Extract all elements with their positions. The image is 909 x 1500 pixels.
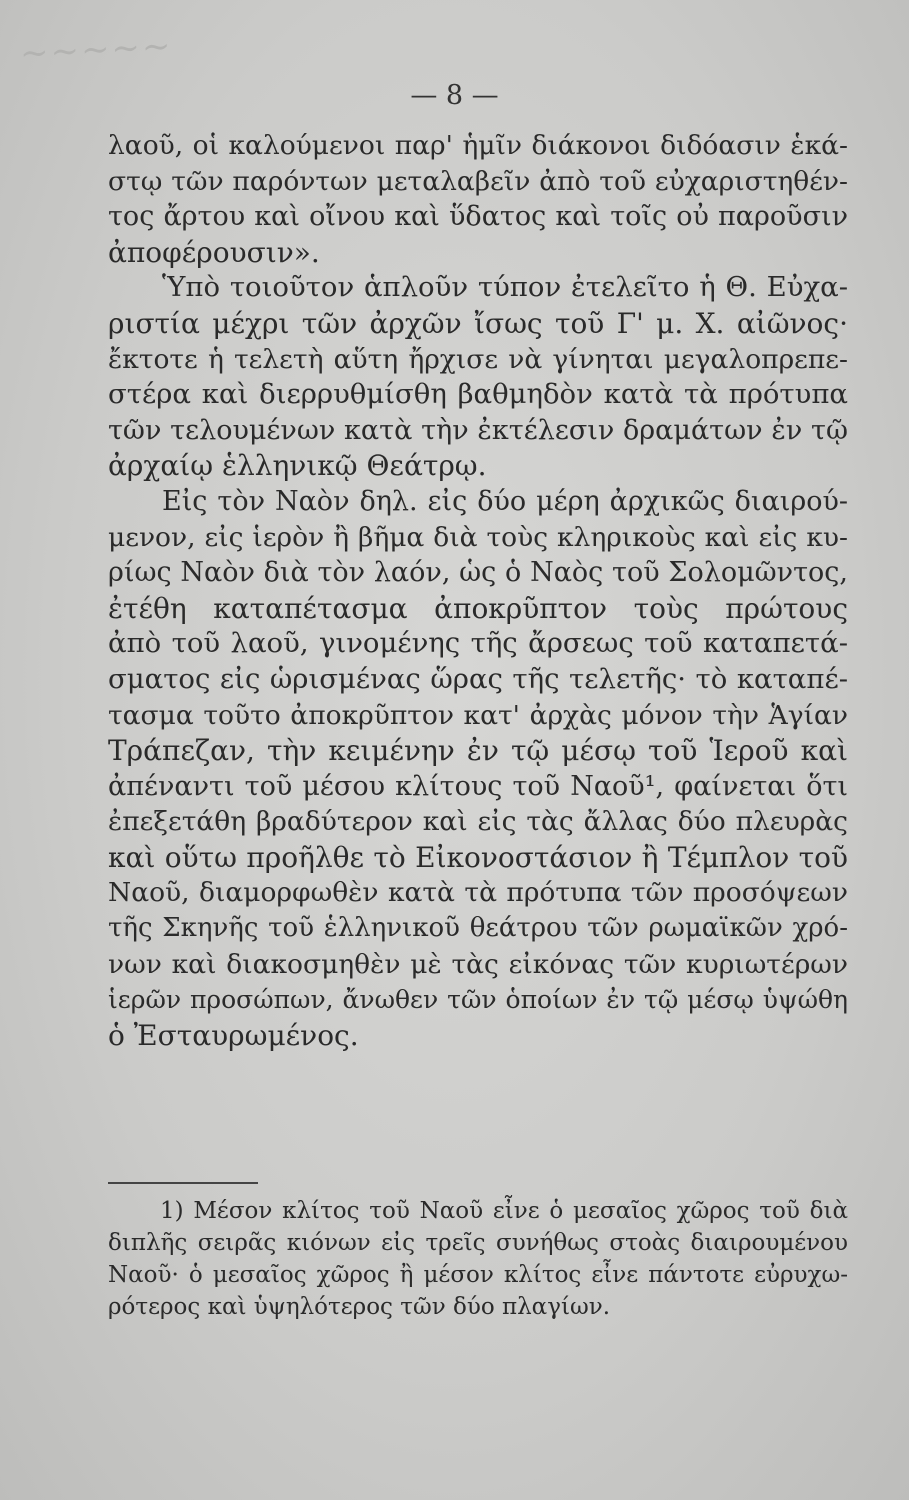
text-line: Εἰς τὸν Ναὸν δηλ. εἰς δύο μέρη ἀρχικῶς διαιρού- xyxy=(162,485,848,517)
text-line: τασμα τοῦτο ἀποκρῦπτον κατ' ἀρχὰς μόνον τὴν Ἁγίαν xyxy=(108,699,848,731)
text-line: Ναοῦ, διαμορφωθὲν κατὰ τὰ πρότυπα τῶν προσόψεων xyxy=(108,877,848,909)
text-line: λαοῦ, οἱ καλούμενοι παρ' ἡμῖν διάκονοι διδόασιν ἑκά- xyxy=(108,130,848,161)
text-line: στῳ τῶν παρόντων μεταλαβεῖν ἀπὸ τοῦ εὐχαριστηθέν- xyxy=(108,165,848,197)
text-line: τῶν τελουμένων κατὰ τὴν ἐκτέλεσιν δραμάτων ἐν τῷ xyxy=(108,414,848,446)
text-line: ἐτέθη καταπέτασμα ἀποκρῦπτον τοὺς πρώτους xyxy=(108,591,848,625)
text-line: νων καὶ διακοσμηθὲν μὲ τὰς εἰκόνας τῶν κυριωτέρων xyxy=(108,948,848,980)
footnotes xyxy=(108,1195,848,1323)
footnote-line: 1) Μέσον κλίτος τοῦ Ναοῦ εἶνε ὁ μεσαῖος χῶρος τοῦ διὰ xyxy=(160,1198,848,1224)
text-line: ἐπεξετάθη βραδύτερον καὶ εἰς τὰς ἄλλας δύο πλευρὰς xyxy=(108,806,848,838)
bleed-through-ink: ~~~~~ xyxy=(19,26,174,74)
text-line: ρίως Ναὸν διὰ τὸν λαόν, ὡς ὁ Ναὸς τοῦ Σολομῶντος, xyxy=(108,557,848,589)
text-line: μενον, εἰς ἱερὸν ἢ βῆμα διὰ τοὺς κληρικοὺς καὶ εἰς κυ- xyxy=(108,521,848,553)
text-line: καὶ οὕτω προῆλθε τὸ Εἰκονοστάσιον ἢ Τέμπλον τοῦ xyxy=(108,840,848,874)
text-line: σματος εἰς ὡρισμένας ὥρας τῆς τελετῆς· τὸ καταπέ- xyxy=(108,662,848,695)
text-line: ἀπέναντι τοῦ μέσου κλίτους τοῦ Ναοῦ¹, φαίνεται ὅτι xyxy=(108,770,848,802)
text-line: ἀρχαίῳ ἑλληνικῷ Θεάτρῳ. xyxy=(108,449,487,483)
footnote-line: ρότερος καὶ ὑψηλότερος τῶν δύο πλαγίων. xyxy=(108,1294,611,1320)
main-text xyxy=(108,128,848,1053)
footnote-line: Ναοῦ· ὁ μεσαῖος χῶρος ἢ μέσον κλίτος εἶνε πάντοτε εὐρυχω- xyxy=(108,1262,848,1288)
footnote-line: διπλῆς σειρᾶς κιόνων εἰς τρεῖς συνήθως στοὰς διαιρουμένου xyxy=(108,1230,848,1256)
text-line: ὁ Ἐσταυρωμένος. xyxy=(108,1018,359,1052)
text-line: τος ἄρτου καὶ οἴνου καὶ ὕδατος καὶ τοῖς οὐ παροῦσιν xyxy=(108,201,848,233)
footnote-rule xyxy=(108,1182,258,1184)
text-line: ριστία μέχρι τῶν ἀρχῶν ἴσως τοῦ Γ' μ. Χ. αἰῶνος· xyxy=(108,306,848,340)
text-line: τῆς Σκηνῆς τοῦ ἑλληνικοῦ θεάτρου τῶν ρωμαϊκῶν χρό- xyxy=(108,913,848,944)
text-line: ἱερῶν προσώπων, ἄνωθεν τῶν ὁποίων ἐν τῷ μέσῳ ὑψώθη xyxy=(108,985,848,1015)
text-line: ἀπὸ τοῦ λαοῦ, γινομένης τῆς ἄρσεως τοῦ καταπετά- xyxy=(108,627,848,660)
text-line: Τράπεζαν, τὴν κειμένην ἐν τῷ μέσῳ τοῦ Ἱεροῦ καὶ xyxy=(108,734,848,768)
text-line: Ὑπὸ τοιοῦτον ἁπλοῦν τύπον ἐτελεῖτο ἡ Θ. Εὐχα- xyxy=(162,271,848,304)
text-line: ἀποφέρουσιν». xyxy=(108,235,320,269)
page-number: — 8 — xyxy=(410,80,499,111)
text-line: ἔκτοτε ἡ τελετὴ αὕτη ἤρχισε νὰ γίνηται μεγαλοπρεπε- xyxy=(108,343,848,375)
text-line: στέρα καὶ διερρυθμίσθη βαθμηδὸν κατὰ τὰ πρότυπα xyxy=(108,378,848,411)
